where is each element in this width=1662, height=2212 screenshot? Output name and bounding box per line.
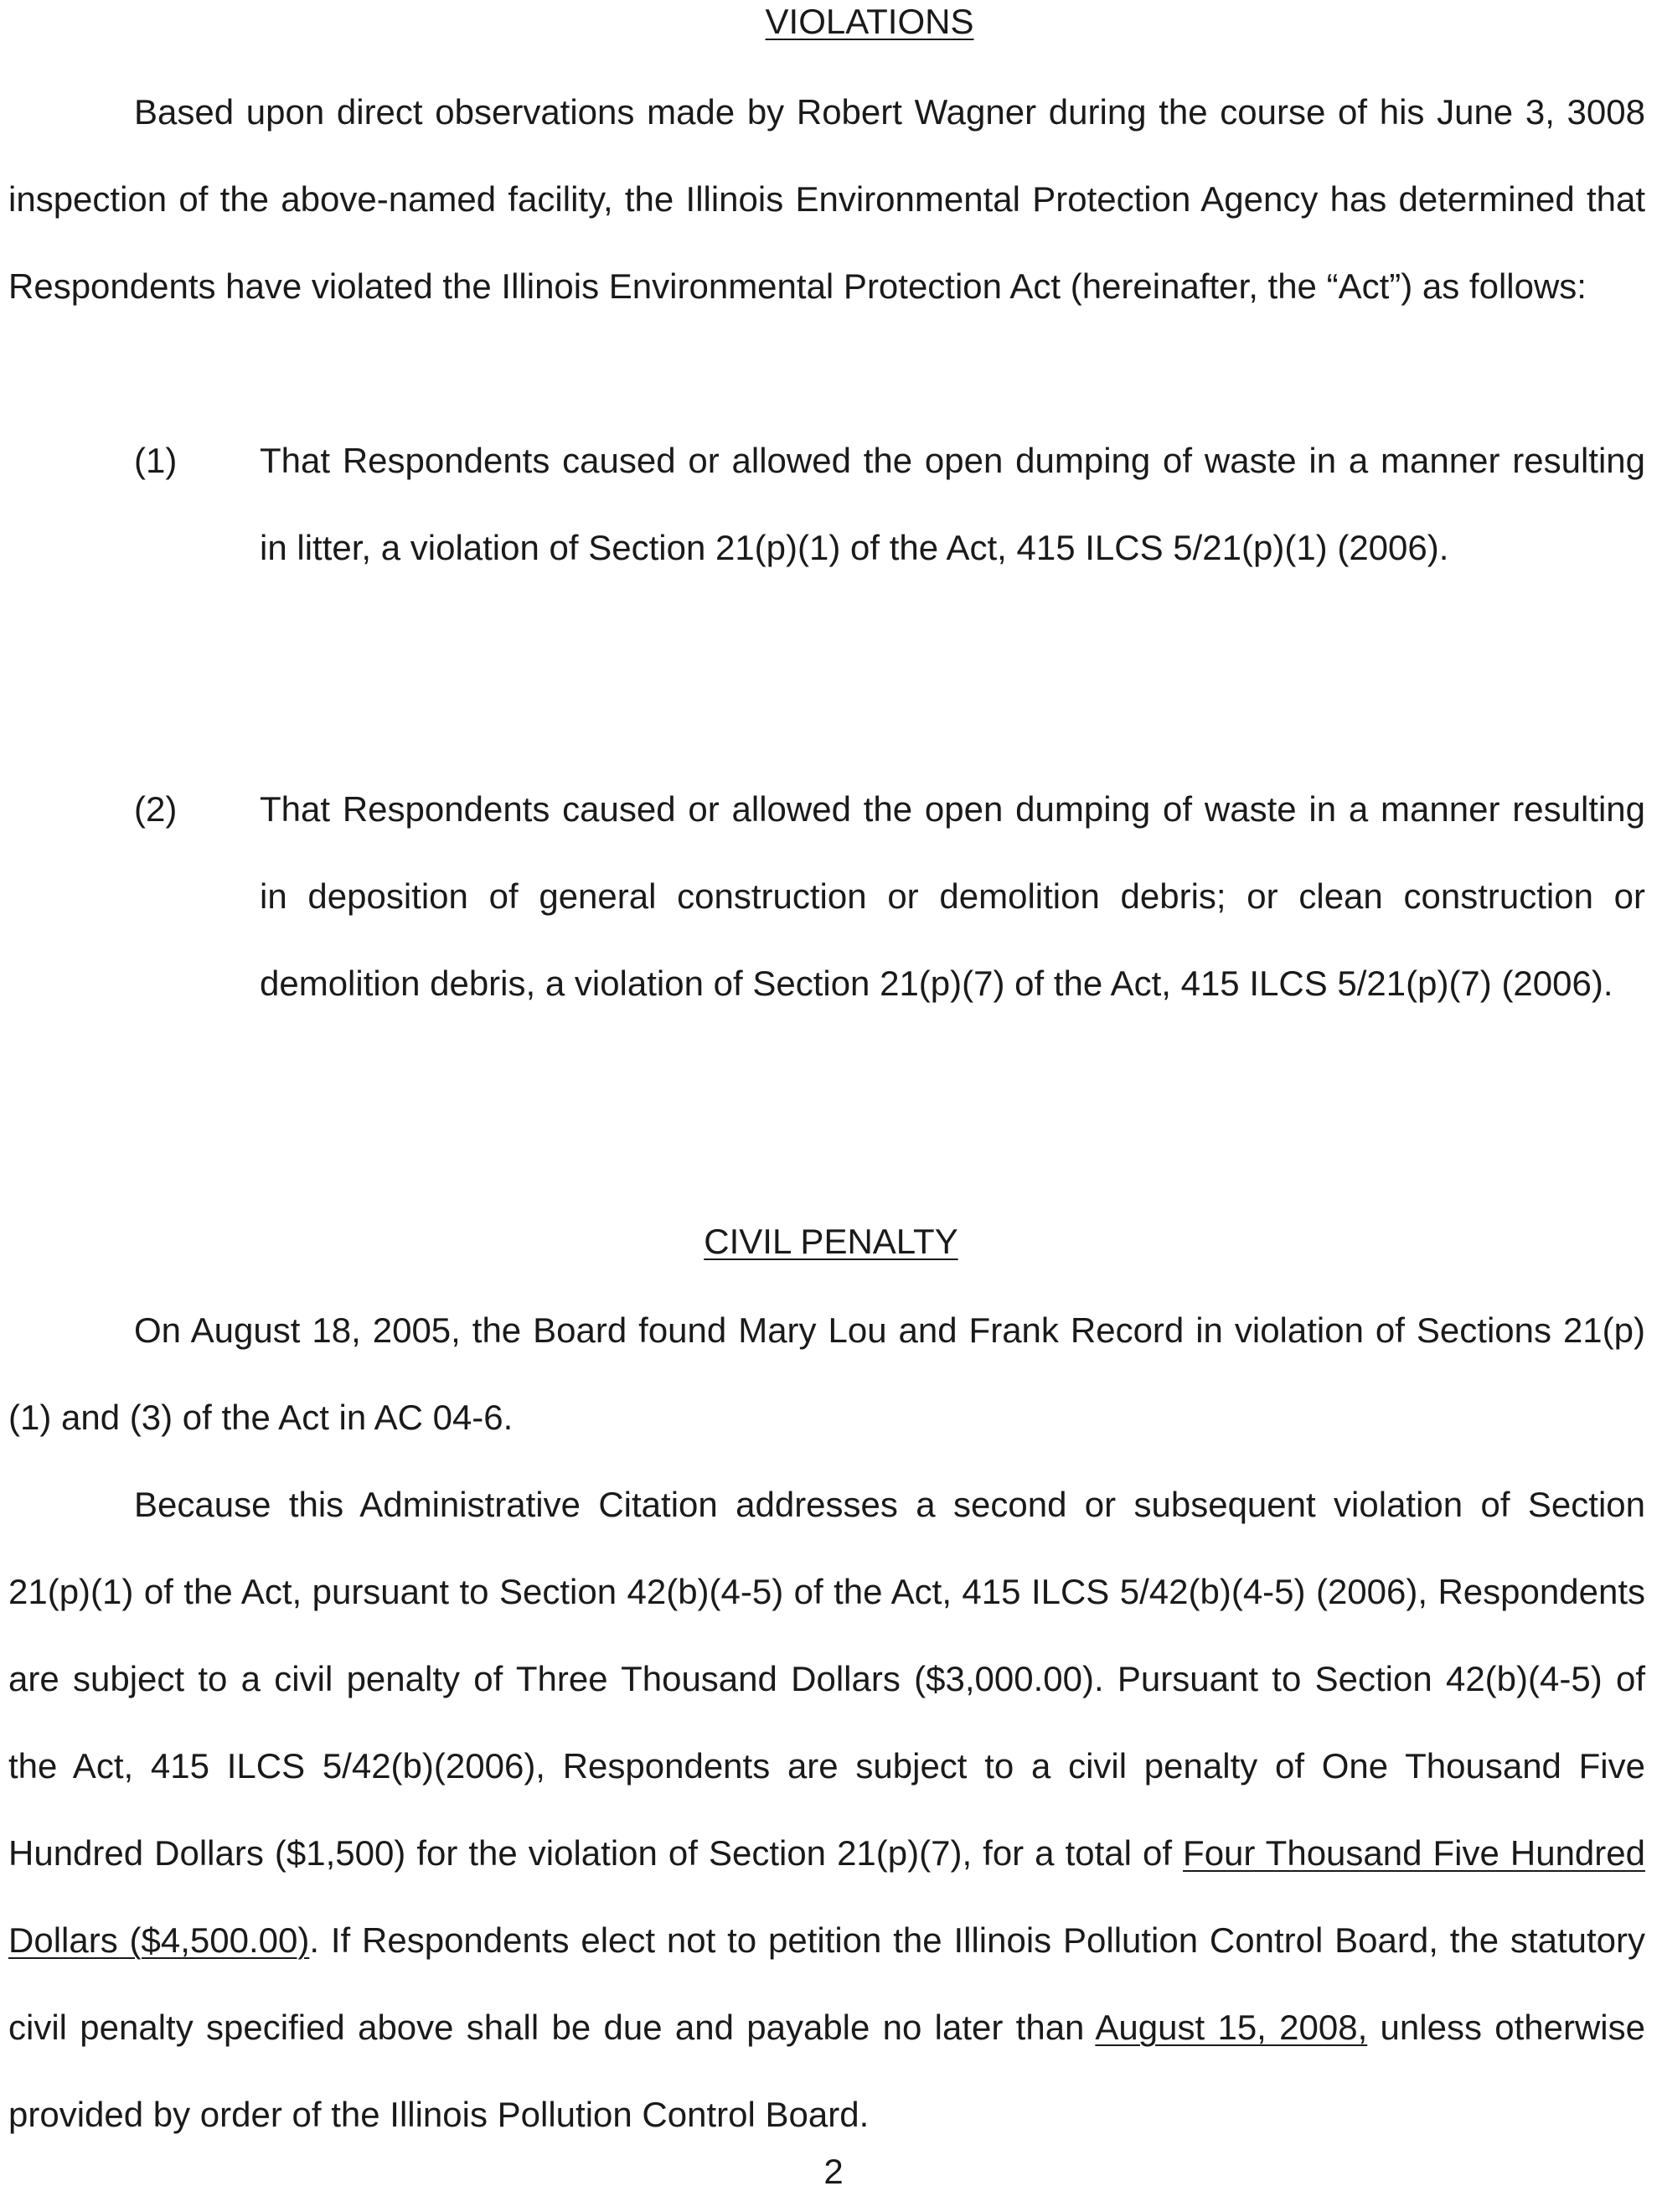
penalty-text-part-2: . If Respondents elect not to petition the Illinois Pollution Control Board, the statutory civil penalty specified above shall be due and payable no later than <box>8 1920 1646 2047</box>
page-number: 2 <box>823 2152 844 2191</box>
penalty-due-date: August 15, 2008, <box>1095 2008 1368 2047</box>
board-finding-paragraph: On August 18, 2005, the Board found Mary Lou and Frank Record in violation of Sections 21(p)(1) and (3) of the Act in AC 04-6. <box>8 1310 1645 1437</box>
violations-intro-paragraph: Based upon direct observations made by Robert Wagner during the course of his June 3, 3008 inspection of the above-named facility, the Illinois Environmental Protection Agency has determined that Respondents have violated the Illinois Environmental Protection Act (hereinafter, the “Act”) as follows: <box>8 92 1645 306</box>
penalty-paragraph <box>8 1461 1645 2158</box>
penalty-text-part-1: Because this Administrative Citation addresses a second or subsequent violation of Section 21(p)(1) of the Act, pursuant to Section 42(b)(4-5) of the Act, 415 ILCS 5/42(b)(4-5) (2006), Respondents are subject to a civil penalty of Three Thousand Dollars ($3,000.00). Pursuant to Section 42(b)(4-5) of the Act, 415 ILCS 5/42(b)(2006), Respondents are subject to a civil penalty of One Thousand Five Hundred Dollars ($1,500) for the violation of Section 21(p)(7), for a total of <box>8 1485 1645 1873</box>
total-penalty-amount: Four Thousand Five Hundred Dollars ($4,500.00) <box>8 1833 1645 1960</box>
violations-heading: VIOLATIONS <box>765 2 974 41</box>
violation-item-1-text: That Respondents caused or allowed the open dumping of waste in a manner resulting in litter, a violation of Section 21(p)(1) of the Act, 415 ILCS 5/21(p)(1) (2006). <box>260 441 1645 567</box>
violation-item-1-number: (1) <box>134 441 178 480</box>
violation-item-2-text: That Respondents caused or allowed the open dumping of waste in a manner resulting in deposition of general construction or demolition debris; or clean construction or demolition debris, a violation of Section 21(p)(7) of the Act, 415 ILCS 5/21(p)(7) (2006). <box>260 789 1645 1003</box>
civil-penalty-heading: CIVIL PENALTY <box>704 1222 958 1261</box>
violation-item-2-number: (2) <box>134 789 178 829</box>
penalty-text-part-3: unless otherwise provided by order of the Illinois Pollution Control Board. <box>8 2008 1645 2134</box>
